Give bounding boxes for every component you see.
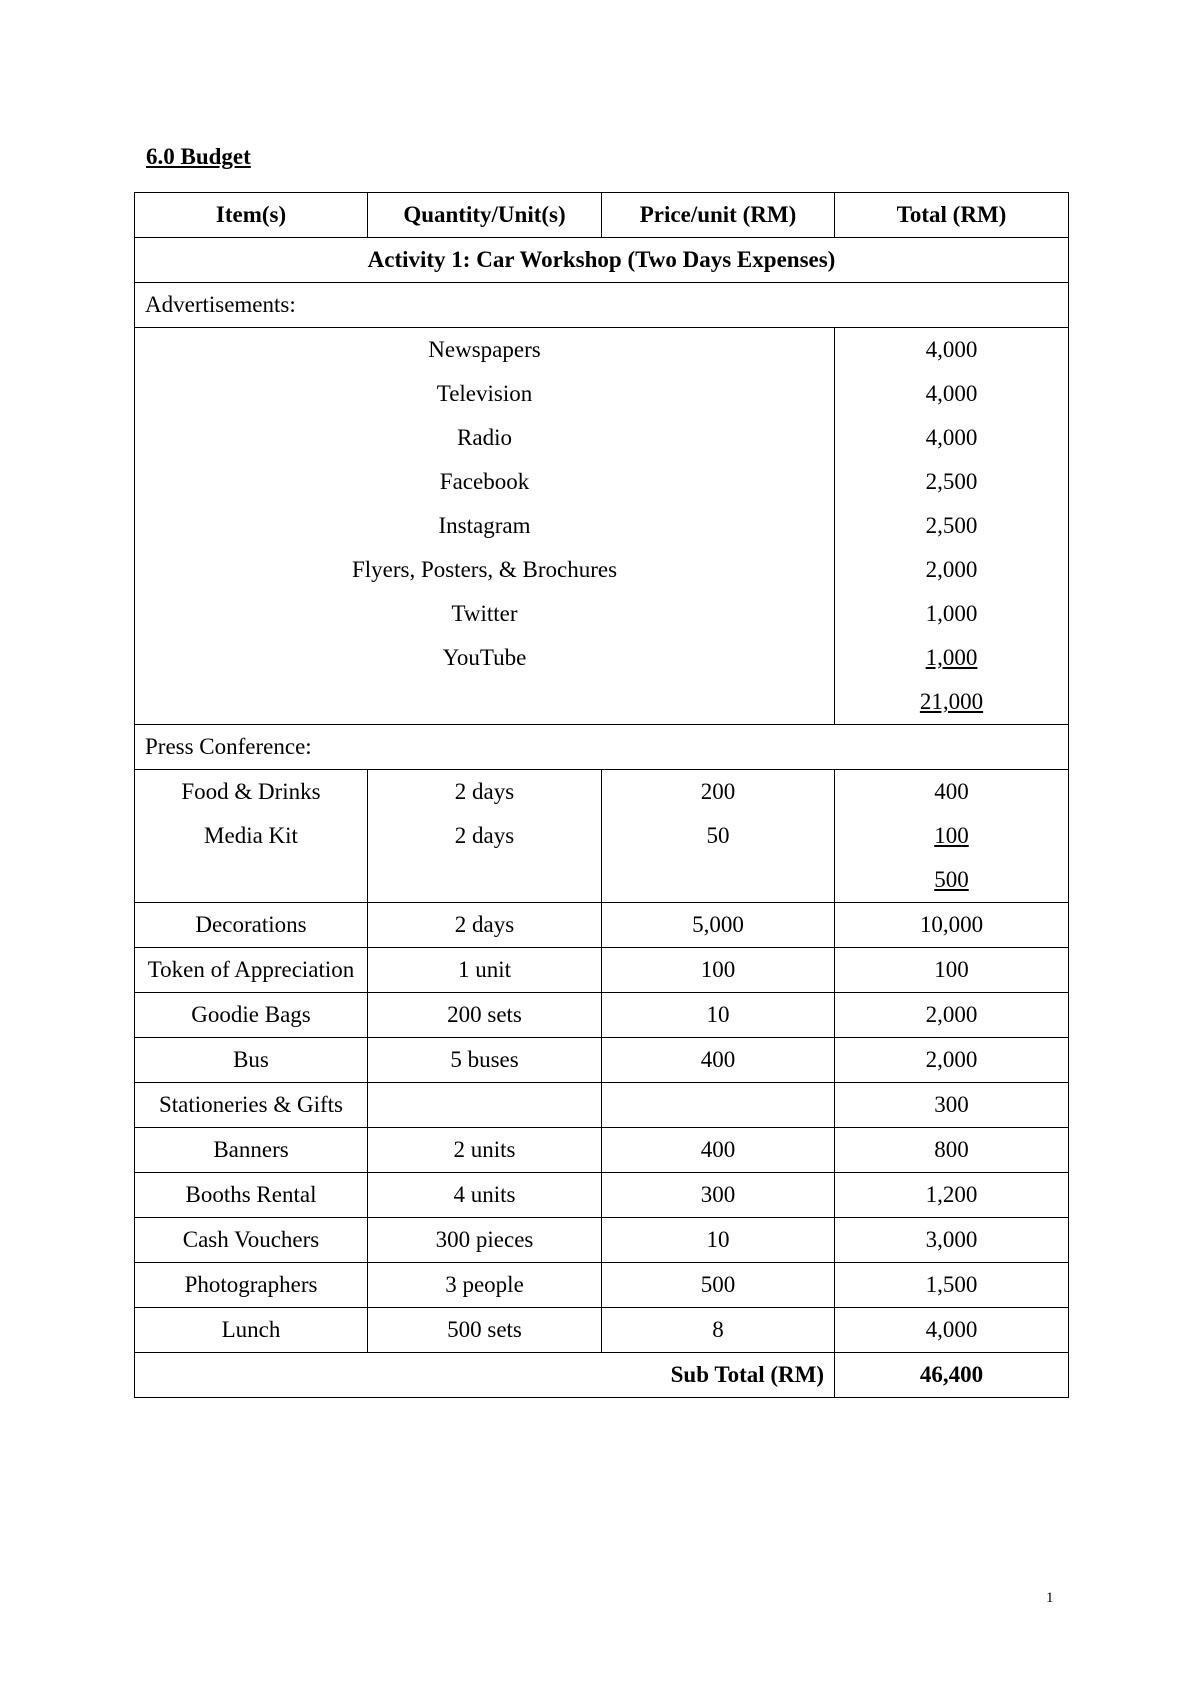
press-sum-value: 500 (934, 867, 969, 892)
row-qty: 4 units (368, 1173, 602, 1218)
header-total: Total (RM) (835, 193, 1069, 238)
table-header-row (135, 193, 1069, 238)
press-spacer (135, 858, 367, 902)
table-row (135, 1083, 1069, 1128)
ad-total: 2,500 (925, 513, 978, 538)
table-row (135, 1263, 1069, 1308)
advertisements-totals (835, 328, 1069, 725)
row-item: Token of Appreciation (135, 948, 368, 993)
press-spacer (602, 858, 834, 902)
ad-total: 4,000 (925, 381, 978, 406)
press-total (835, 770, 1069, 903)
table-row (135, 1308, 1069, 1353)
ad-item-spacer (135, 680, 834, 724)
ad-total (835, 636, 1068, 680)
row-total: 4,000 (835, 1308, 1069, 1353)
row-price: 8 (602, 1308, 835, 1353)
ad-total: 1,000 (925, 601, 978, 626)
row-item: Bus (135, 1038, 368, 1083)
row-price: 500 (602, 1263, 835, 1308)
row-qty: 200 sets (368, 993, 602, 1038)
row-qty (368, 1083, 602, 1128)
row-item: Banners (135, 1128, 368, 1173)
ad-item: Instagram (438, 513, 531, 538)
row-total: 100 (835, 948, 1069, 993)
table-row (135, 1218, 1069, 1263)
press-total-value (835, 814, 1068, 858)
ad-total: 2,000 (925, 557, 978, 582)
activity-row (135, 238, 1069, 283)
ad-item: Radio (457, 425, 512, 450)
press-price (602, 770, 835, 903)
row-total: 2,000 (835, 1038, 1069, 1083)
ad-total: 4,000 (925, 337, 978, 362)
press-qty (368, 770, 602, 903)
subtotal-label: Sub Total (RM) (135, 1353, 835, 1398)
row-total: 10,000 (835, 903, 1069, 948)
row-qty: 3 people (368, 1263, 602, 1308)
ad-sum (835, 680, 1068, 724)
press-total-value: 400 (934, 779, 969, 804)
row-total: 1,200 (835, 1173, 1069, 1218)
press-items (135, 770, 368, 903)
row-qty: 5 buses (368, 1038, 602, 1083)
row-price: 10 (602, 993, 835, 1038)
table-row (135, 1173, 1069, 1218)
row-qty: 2 days (368, 903, 602, 948)
press-price-value: 200 (700, 779, 736, 804)
press-sum (835, 858, 1068, 902)
row-price: 10 (602, 1218, 835, 1263)
press-spacer (368, 858, 601, 902)
header-price: Price/unit (RM) (602, 193, 835, 238)
table-row (135, 1038, 1069, 1083)
ad-item: Facebook (439, 469, 530, 494)
row-total: 3,000 (835, 1218, 1069, 1263)
row-qty: 300 pieces (368, 1218, 602, 1263)
table-row (135, 1128, 1069, 1173)
press-item: Food & Drinks (181, 779, 321, 804)
row-item: Decorations (135, 903, 368, 948)
advertisements-items (135, 328, 835, 725)
row-qty: 500 sets (368, 1308, 602, 1353)
row-item: Lunch (135, 1308, 368, 1353)
row-price: 5,000 (602, 903, 835, 948)
row-total: 2,000 (835, 993, 1069, 1038)
press-label-row (135, 725, 1069, 770)
budget-table (134, 192, 1069, 1398)
ad-sum-value: 21,000 (919, 689, 984, 714)
table-row (135, 948, 1069, 993)
row-item: Booths Rental (135, 1173, 368, 1218)
ad-item: Flyers, Posters, & Brochures (351, 557, 618, 582)
row-item: Photographers (135, 1263, 368, 1308)
table-row (135, 903, 1069, 948)
row-price: 100 (602, 948, 835, 993)
ad-item: YouTube (442, 645, 527, 670)
ad-total: 2,500 (925, 469, 978, 494)
ad-total-last: 1,000 (925, 645, 978, 670)
row-price (602, 1083, 835, 1128)
row-total: 800 (835, 1128, 1069, 1173)
activity-title: Activity 1: Car Workshop (Two Days Expenses) (135, 238, 1069, 283)
row-price: 300 (602, 1173, 835, 1218)
row-total: 1,500 (835, 1263, 1069, 1308)
press-price-value: 50 (706, 823, 730, 848)
press-label: Press Conference: (135, 725, 1069, 770)
ad-total: 4,000 (925, 425, 978, 450)
ad-item: Newspapers (428, 337, 541, 362)
row-qty: 1 unit (368, 948, 602, 993)
section-heading: 6.0 Budget (146, 144, 251, 169)
press-block (135, 770, 1069, 903)
row-item: Stationeries & Gifts (135, 1083, 368, 1128)
row-item: Goodie Bags (135, 993, 368, 1038)
header-item: Item(s) (135, 193, 368, 238)
row-item: Cash Vouchers (135, 1218, 368, 1263)
row-price: 400 (602, 1038, 835, 1083)
row-price: 400 (602, 1128, 835, 1173)
press-total-last: 100 (934, 823, 969, 848)
subtotal-row (135, 1353, 1069, 1398)
ad-item: Twitter (451, 601, 518, 626)
advertisements-block (135, 328, 1069, 725)
table-row (135, 993, 1069, 1038)
advertisements-label-row (135, 283, 1069, 328)
page-number: 1 (1046, 1590, 1054, 1606)
header-quantity: Quantity/Unit(s) (368, 193, 602, 238)
row-qty: 2 units (368, 1128, 602, 1173)
subtotal-value: 46,400 (835, 1353, 1069, 1398)
advertisements-label: Advertisements: (135, 283, 1069, 328)
press-qty-value: 2 days (454, 823, 515, 848)
press-qty-value: 2 days (454, 779, 515, 804)
row-total: 300 (835, 1083, 1069, 1128)
press-item: Media Kit (204, 823, 298, 848)
ad-item: Television (436, 381, 533, 406)
